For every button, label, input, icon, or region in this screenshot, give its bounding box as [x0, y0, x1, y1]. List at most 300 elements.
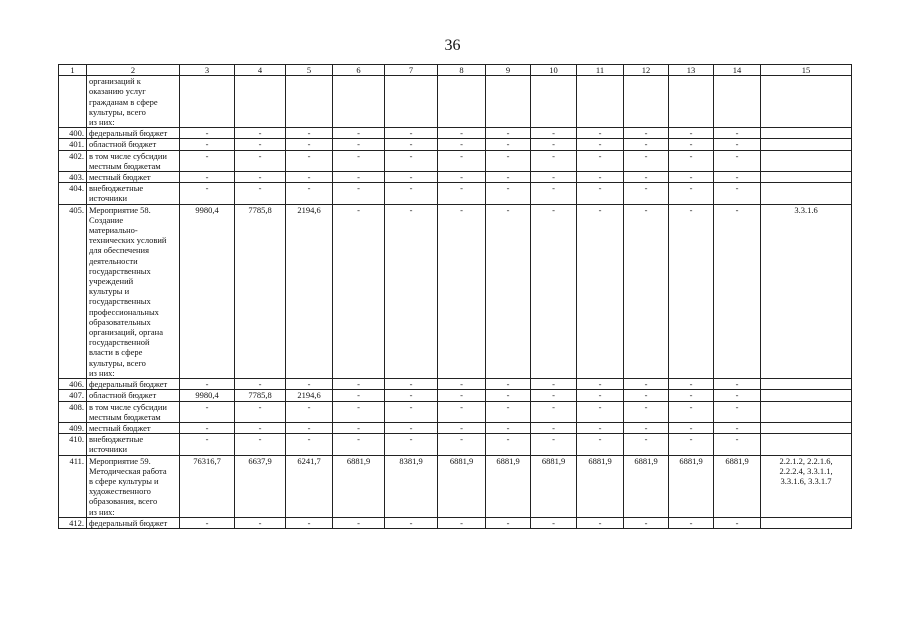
value-cell	[531, 390, 577, 401]
value-cell	[235, 455, 286, 517]
value-cell	[531, 401, 577, 422]
value-text: -	[644, 401, 648, 412]
column-header: 13	[669, 65, 714, 76]
value-text: -	[307, 128, 311, 139]
value-text: -	[357, 434, 360, 445]
value-text: -	[506, 390, 510, 401]
value-cell	[235, 139, 286, 150]
value-cell	[385, 422, 438, 433]
value-text: -	[735, 204, 739, 215]
value-cell	[438, 183, 486, 204]
value-text: -	[644, 422, 648, 433]
value-text: -	[552, 401, 555, 412]
value-text: -	[409, 183, 413, 194]
value-text: -	[735, 517, 739, 528]
value-text: 7785,8	[248, 204, 272, 215]
value-text: -	[644, 379, 648, 390]
table-row	[59, 390, 852, 401]
column-header: 9	[486, 65, 531, 76]
value-cell	[624, 172, 669, 183]
value-text: -	[644, 150, 648, 161]
value-cell	[577, 379, 624, 390]
value-cell	[624, 517, 669, 528]
value-cell	[235, 422, 286, 433]
value-text: -	[357, 422, 360, 433]
value-cell	[235, 128, 286, 139]
row-description	[87, 76, 180, 128]
value-text: -	[735, 139, 739, 150]
value-text: -	[460, 150, 463, 161]
description-line: Мероприятие 58.	[89, 204, 151, 215]
value-text: -	[357, 401, 360, 412]
value-text: -	[735, 150, 739, 161]
reference-cell	[761, 434, 852, 455]
value-cell	[286, 204, 333, 378]
column-header: 10	[531, 65, 577, 76]
value-text: -	[506, 517, 510, 528]
value-cell	[486, 204, 531, 378]
reference-cell	[761, 379, 852, 390]
value-text: 6881,9	[679, 455, 703, 466]
value-cell	[531, 422, 577, 433]
value-cell	[180, 204, 235, 378]
description-line: образования, всего	[89, 496, 158, 507]
value-text: -	[460, 390, 463, 401]
description-line: организаций, органа	[89, 327, 163, 338]
row-description	[87, 183, 180, 204]
value-text: -	[409, 128, 413, 139]
value-cell	[624, 455, 669, 517]
value-text: -	[357, 183, 360, 194]
description-line: Создание	[89, 214, 124, 225]
value-text: -	[598, 128, 602, 139]
value-text: -	[689, 139, 693, 150]
page-number: 36	[444, 37, 461, 54]
value-cell	[385, 379, 438, 390]
value-text: 6881,9	[541, 455, 566, 466]
value-text: -	[644, 183, 648, 194]
value-text: -	[258, 172, 262, 183]
value-cell	[438, 379, 486, 390]
value-cell	[669, 390, 714, 401]
value-cell	[531, 139, 577, 150]
value-text: -	[598, 150, 602, 161]
table-row	[59, 204, 852, 378]
value-cell	[438, 422, 486, 433]
reference-cell	[761, 422, 852, 433]
value-cell	[180, 128, 235, 139]
row-number: 410.	[59, 434, 87, 455]
value-text: -	[409, 172, 413, 183]
value-cell	[577, 401, 624, 422]
value-cell	[624, 390, 669, 401]
value-cell	[486, 172, 531, 183]
value-cell	[438, 172, 486, 183]
value-cell	[669, 139, 714, 150]
value-text: 6881,9	[449, 455, 474, 466]
value-cell	[235, 204, 286, 378]
description-line: в сфере культуры и	[89, 475, 159, 486]
description-line: источники	[89, 444, 128, 455]
value-cell	[577, 204, 624, 378]
column-header: 12	[624, 65, 669, 76]
value-cell	[180, 455, 235, 517]
column-header: 4	[235, 65, 286, 76]
value-cell	[180, 76, 235, 128]
row-description	[87, 139, 180, 150]
value-text: -	[689, 128, 693, 139]
value-cell	[486, 455, 531, 517]
value-cell	[714, 517, 761, 528]
reference-cell	[761, 139, 852, 150]
value-text: -	[460, 128, 463, 139]
value-text: -	[552, 139, 555, 150]
value-cell	[669, 204, 714, 378]
value-text: 2194,6	[297, 390, 321, 401]
value-text: 7785,8	[248, 390, 272, 401]
value-cell	[577, 183, 624, 204]
value-cell	[577, 150, 624, 171]
value-cell	[333, 517, 385, 528]
value-text: -	[598, 390, 602, 401]
description-line: учреждений	[89, 276, 134, 287]
reference-cell	[761, 204, 852, 378]
row-description	[87, 128, 180, 139]
value-text: -	[258, 434, 262, 445]
value-text: -	[409, 204, 413, 215]
value-cell	[531, 517, 577, 528]
column-header: 2	[87, 65, 180, 76]
row-description	[87, 204, 180, 378]
value-text: -	[735, 390, 739, 401]
row-number: 404.	[59, 183, 87, 204]
value-text: -	[644, 128, 648, 139]
value-cell	[577, 517, 624, 528]
value-text: -	[205, 150, 209, 161]
value-text: -	[409, 401, 413, 412]
value-cell	[669, 434, 714, 455]
value-cell	[624, 139, 669, 150]
value-text: -	[506, 422, 510, 433]
column-header: 5	[286, 65, 333, 76]
value-cell	[286, 379, 333, 390]
value-text: -	[552, 517, 555, 528]
value-text: -	[506, 172, 510, 183]
value-text: -	[258, 517, 262, 528]
value-cell	[286, 517, 333, 528]
value-cell	[577, 422, 624, 433]
row-number: 407.	[59, 390, 87, 401]
value-text: 6881,9	[588, 455, 612, 466]
value-cell	[385, 139, 438, 150]
row-description	[87, 455, 180, 517]
row-description	[87, 150, 180, 171]
row-number: 402.	[59, 150, 87, 171]
value-text: -	[552, 172, 555, 183]
value-text: -	[689, 517, 693, 528]
value-text: -	[598, 204, 602, 215]
value-text: -	[598, 139, 602, 150]
value-cell	[624, 422, 669, 433]
value-text: -	[258, 422, 262, 433]
value-cell	[333, 204, 385, 378]
value-cell	[438, 455, 486, 517]
value-text: 6881,9	[496, 455, 520, 466]
value-cell	[235, 183, 286, 204]
value-text: 6881,9	[725, 455, 749, 466]
value-text: -	[598, 401, 602, 412]
reference-line: 2.2.2.4, 3.3.1.1,	[779, 465, 833, 476]
row-number: 412.	[59, 517, 87, 528]
value-text: -	[409, 434, 413, 445]
description-line: из них:	[89, 367, 115, 378]
value-cell	[486, 183, 531, 204]
description-line: государственных	[89, 265, 151, 276]
value-cell	[235, 401, 286, 422]
value-cell	[531, 183, 577, 204]
value-cell	[333, 379, 385, 390]
table-row	[59, 379, 852, 390]
description-line: областной бюджет	[89, 390, 157, 401]
value-text: -	[205, 172, 209, 183]
value-text: -	[409, 139, 413, 150]
reference-cell	[761, 517, 852, 528]
description-line: из них:	[89, 117, 115, 128]
column-header: 7	[385, 65, 438, 76]
value-cell	[714, 139, 761, 150]
description-line: культуры, всего	[89, 357, 146, 368]
value-text: -	[735, 379, 739, 390]
value-cell	[577, 172, 624, 183]
value-text: -	[205, 422, 209, 433]
value-text: -	[506, 183, 510, 194]
value-text: -	[506, 434, 510, 445]
value-cell	[669, 517, 714, 528]
description-line: в том числе субсидии	[89, 401, 167, 412]
value-text: 6241,7	[297, 455, 321, 466]
value-text: -	[205, 183, 209, 194]
value-text: -	[598, 422, 602, 433]
value-text: -	[409, 517, 413, 528]
value-cell	[180, 422, 235, 433]
value-cell	[531, 172, 577, 183]
value-text: -	[357, 390, 360, 401]
value-cell	[714, 76, 761, 128]
value-cell	[714, 128, 761, 139]
value-text: -	[307, 379, 311, 390]
description-line: внебюджетные	[89, 434, 144, 445]
value-cell	[714, 401, 761, 422]
value-cell	[385, 172, 438, 183]
description-line: федеральный бюджет	[89, 517, 168, 528]
value-text: -	[460, 422, 463, 433]
value-cell	[235, 150, 286, 171]
value-cell	[669, 172, 714, 183]
value-cell	[531, 434, 577, 455]
value-cell	[714, 434, 761, 455]
value-cell	[286, 128, 333, 139]
value-cell	[286, 172, 333, 183]
value-cell	[486, 150, 531, 171]
value-cell	[235, 390, 286, 401]
value-text: -	[460, 401, 463, 412]
budget-table	[58, 64, 852, 529]
value-cell	[286, 139, 333, 150]
value-cell	[486, 401, 531, 422]
value-cell	[438, 139, 486, 150]
value-cell	[714, 390, 761, 401]
reference-line: 2.2.1.2, 2.2.1.6,	[779, 455, 833, 466]
value-text: -	[644, 517, 648, 528]
value-text: -	[307, 150, 311, 161]
row-number: 400.	[59, 128, 87, 139]
value-cell	[577, 434, 624, 455]
value-text: -	[205, 517, 209, 528]
value-text: -	[205, 401, 209, 412]
value-text: -	[205, 434, 209, 445]
value-cell	[438, 150, 486, 171]
value-cell	[624, 379, 669, 390]
value-text: 2194,6	[297, 204, 321, 215]
value-text: -	[552, 379, 555, 390]
value-cell	[577, 139, 624, 150]
value-cell	[531, 455, 577, 517]
table-row	[59, 401, 852, 422]
value-cell	[714, 183, 761, 204]
value-text: -	[205, 128, 209, 139]
reference-cell	[761, 76, 852, 128]
value-text: -	[460, 517, 463, 528]
value-text: -	[689, 422, 693, 433]
value-cell	[180, 517, 235, 528]
table-row	[59, 455, 852, 517]
value-cell	[180, 183, 235, 204]
row-description	[87, 401, 180, 422]
value-cell	[385, 434, 438, 455]
description-line: деятельности	[89, 255, 138, 266]
value-cell	[486, 422, 531, 433]
value-cell	[333, 434, 385, 455]
value-text: -	[258, 150, 262, 161]
value-cell	[235, 434, 286, 455]
value-cell	[286, 183, 333, 204]
value-text: -	[409, 422, 413, 433]
value-text: -	[735, 172, 739, 183]
value-text: -	[460, 434, 463, 445]
value-cell	[333, 455, 385, 517]
value-text: -	[552, 150, 555, 161]
description-line: федеральный бюджет	[89, 128, 168, 139]
value-cell	[624, 204, 669, 378]
value-cell	[486, 434, 531, 455]
value-cell	[333, 422, 385, 433]
description-line: профессиональных	[89, 306, 159, 317]
description-line: власти в сфере	[89, 347, 143, 358]
description-line: внебюджетные	[89, 183, 144, 194]
value-text: -	[644, 434, 648, 445]
value-cell	[624, 434, 669, 455]
table-row	[59, 76, 852, 128]
value-cell	[333, 128, 385, 139]
value-text: -	[307, 401, 311, 412]
value-cell	[286, 76, 333, 128]
value-text: 9980,4	[195, 204, 219, 215]
value-cell	[385, 128, 438, 139]
value-text: -	[307, 172, 311, 183]
value-text: -	[357, 172, 360, 183]
column-header: 8	[438, 65, 486, 76]
description-line: образовательных	[89, 316, 151, 327]
description-line: гражданам в сфере	[89, 96, 158, 107]
value-text: -	[460, 379, 463, 390]
description-line: материально-	[89, 225, 138, 236]
value-text: -	[307, 183, 311, 194]
value-cell	[235, 379, 286, 390]
value-cell	[531, 76, 577, 128]
value-cell	[624, 401, 669, 422]
value-cell	[669, 401, 714, 422]
table-row	[59, 172, 852, 183]
value-cell	[531, 128, 577, 139]
value-text: -	[598, 434, 602, 445]
value-text: -	[307, 434, 311, 445]
value-cell	[714, 204, 761, 378]
value-cell	[577, 455, 624, 517]
value-cell	[180, 150, 235, 171]
value-text: -	[258, 183, 262, 194]
value-cell	[385, 76, 438, 128]
reference-line: 3.3.1.6	[794, 204, 818, 215]
value-text: -	[258, 401, 262, 412]
value-cell	[669, 183, 714, 204]
reference-cell	[761, 172, 852, 183]
description-line: Методическая работа	[89, 465, 167, 476]
value-text: -	[506, 150, 510, 161]
value-text: -	[460, 139, 463, 150]
value-cell	[286, 455, 333, 517]
value-text: -	[735, 434, 739, 445]
value-text: 6881,9	[634, 455, 658, 466]
reference-line: 3.3.1.6, 3.3.1.7	[780, 475, 832, 486]
value-text: -	[689, 204, 693, 215]
value-cell	[286, 422, 333, 433]
table-row	[59, 434, 852, 455]
table-row	[59, 183, 852, 204]
value-cell	[180, 139, 235, 150]
value-cell	[385, 517, 438, 528]
value-text: -	[735, 183, 739, 194]
value-cell	[577, 128, 624, 139]
value-text: -	[357, 139, 360, 150]
value-text: 6881,9	[346, 455, 371, 466]
value-cell	[714, 150, 761, 171]
description-line: для обеспечения	[89, 245, 149, 256]
value-cell	[714, 455, 761, 517]
row-number: 409.	[59, 422, 87, 433]
value-cell	[385, 390, 438, 401]
value-cell	[333, 390, 385, 401]
column-header: 6	[333, 65, 385, 76]
row-number: 406.	[59, 379, 87, 390]
value-cell	[180, 172, 235, 183]
table-row	[59, 139, 852, 150]
row-number: 408.	[59, 401, 87, 422]
value-text: -	[689, 390, 693, 401]
description-line: культуры, всего	[89, 106, 146, 117]
header-row	[59, 65, 852, 76]
value-cell	[486, 379, 531, 390]
value-text: 6637,9	[248, 455, 272, 466]
